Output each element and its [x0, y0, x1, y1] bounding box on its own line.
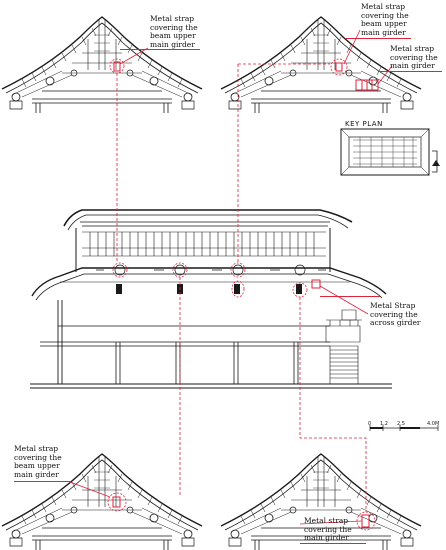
key-plan — [341, 129, 440, 175]
scale-label-0: 0 — [368, 421, 372, 427]
upper-railing — [82, 232, 326, 256]
metal-strap-bl — [113, 497, 120, 507]
annotation-bottom-left: Metal strap covering the beam upper main girder — [14, 444, 62, 479]
highlight-circle-tr1 — [331, 59, 347, 75]
metal-strap-tl — [114, 62, 120, 71]
annotation-bottom-right: Metal strap covering the main girder — [304, 516, 352, 542]
label-leaders — [70, 30, 392, 524]
key-plan-title: KEY PLAN — [345, 120, 383, 128]
scale-label-1: 1.2 — [380, 421, 388, 427]
main-elevation — [30, 210, 392, 388]
annotation-underline-tr2 — [378, 71, 442, 72]
annotation-underline-tr1 — [345, 38, 411, 39]
scale-label-3: 4.0M — [427, 421, 440, 427]
annotation-underline-br — [300, 543, 366, 544]
annotation-top-left: Metal strap covering the beam upper main girder — [150, 14, 198, 49]
metal-strap-br — [362, 515, 369, 527]
metal-strap-tr1 — [336, 63, 342, 71]
highlight-circle-bl — [108, 493, 126, 511]
annotation-top-right-1: Metal strap covering the beam upper main girder — [361, 2, 409, 37]
annotation-underline-bl — [14, 481, 70, 482]
leader-lines — [117, 64, 366, 512]
staircase — [326, 310, 362, 384]
scale-label-2: 2.5 — [397, 421, 405, 427]
annotation-underline-mr — [320, 296, 380, 297]
annotation-middle-right: Metal Strap covering the across girder — [370, 301, 421, 327]
annotation-underline-tl — [120, 49, 200, 50]
annotation-top-right-2: Metal strap covering the main girder — [390, 44, 438, 70]
